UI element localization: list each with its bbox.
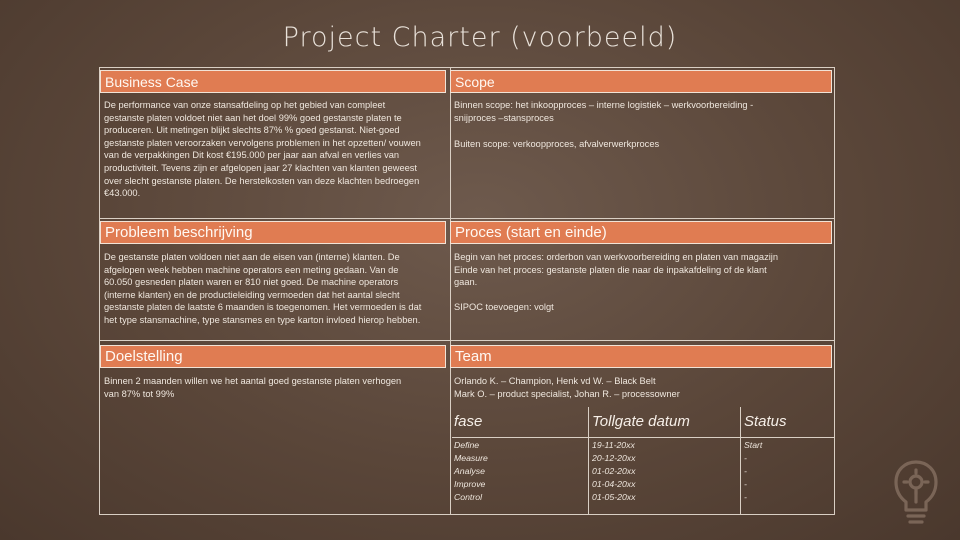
team-line: Orlando K. – Champion, Henk vd W. – Black Belt bbox=[454, 376, 656, 386]
fase-cell: Measure bbox=[454, 453, 488, 463]
business-case-line: productiviteit. Tevens zijn er afgelopen jaar 27 klachten van klanten geweest bbox=[104, 162, 418, 173]
doelstelling-line: Binnen 2 maanden willen we het aantal goed gestanste platen verhogen bbox=[104, 376, 402, 386]
row-divider bbox=[100, 340, 834, 341]
fase-cell: Define bbox=[454, 440, 480, 450]
business-case-line: produceren. Uit metingen blijkt slechts 87% % goed gestanst. Niet-goed bbox=[104, 125, 400, 136]
page-title: Project Charter (voorbeeld) bbox=[282, 22, 678, 53]
probleem-line: gestanste platen de laatste 6 maanden is toegenomen. Het vermoeden is dat bbox=[104, 302, 422, 313]
proces-line: Begin van het proces: orderbon van werkvoorbereiding en platen van magazijn bbox=[454, 252, 779, 262]
doelstelling-header: Doelstelling bbox=[100, 345, 446, 368]
business-case-line: €43.000. bbox=[104, 188, 141, 199]
charter-table bbox=[99, 67, 835, 515]
datum-cell: 01-02-20xx bbox=[592, 466, 636, 476]
probleem-text bbox=[104, 251, 449, 327]
fase-cell: Improve bbox=[454, 479, 486, 489]
scope-outside: Buiten scope: verkoopproces, afvalverwerkproces bbox=[454, 139, 660, 150]
scope-text bbox=[454, 99, 832, 151]
datum-column bbox=[592, 439, 732, 504]
business-case-line: van de verpakkingen Dit kost €195.000 per jaar aan afval en verlies van bbox=[104, 150, 400, 161]
status-cell: - bbox=[744, 479, 747, 489]
probleem-header: Probleem beschrijving bbox=[100, 221, 446, 244]
probleem-line: 60.050 gesneden platen waren er 810 niet goed. De machine operators bbox=[104, 277, 399, 288]
business-case-line: De performance van onze stansafdeling op het gebied van compleet bbox=[104, 100, 386, 110]
lightbulb-gear-icon bbox=[892, 458, 940, 528]
business-case-line: gestanste platen veroorzaken vervolgens problemen in het opzetten/ vouwen bbox=[104, 137, 421, 148]
team-text bbox=[454, 375, 832, 400]
doelstelling-line: van 87% tot 99% bbox=[104, 388, 175, 399]
table-divider bbox=[740, 407, 741, 514]
business-case-text bbox=[104, 99, 449, 200]
datum-cell: 19-11-20xx bbox=[592, 440, 635, 450]
sipoc-text: SIPOC toevoegen: volgt bbox=[454, 301, 554, 312]
scope-header: Scope bbox=[450, 70, 832, 93]
datum-cell: 01-05-20xx bbox=[592, 492, 636, 502]
probleem-line: het type stansmachine, type stansmes en type karton invloed hierop hebben. bbox=[104, 314, 421, 325]
proces-header: Proces (start en einde) bbox=[450, 221, 832, 244]
proces-text bbox=[454, 251, 832, 313]
probleem-line: De gestanste platen voldoen niet aan de eisen van (interne) klanten. De bbox=[104, 252, 400, 262]
status-cell: - bbox=[744, 466, 747, 476]
status-cell: Start bbox=[744, 440, 763, 450]
scope-line: Binnen scope: het inkoopproces – interne logistiek – werkvoorbereiding - bbox=[454, 100, 754, 110]
datum-cell: 20-12-20xx bbox=[592, 453, 636, 463]
doelstelling-text bbox=[104, 375, 449, 400]
status-cell: - bbox=[744, 492, 747, 502]
status-header: Status bbox=[744, 413, 787, 430]
table-divider bbox=[588, 407, 589, 514]
datum-cell: 01-04-20xx bbox=[592, 479, 636, 489]
business-case-line: over slecht gestanste platen. De herstelkosten van deze klachten bedroegen bbox=[104, 175, 420, 186]
team-header: Team bbox=[450, 345, 832, 368]
business-case-line: gestanste platen voldoet niet aan het doel 99% goed gestanste platen te bbox=[104, 112, 402, 123]
team-line: Mark O. – product specialist, Johan R. – processowner bbox=[454, 388, 680, 399]
fase-cell: Analyse bbox=[454, 466, 485, 476]
fase-cell: Control bbox=[454, 492, 483, 502]
business-case-header: Business Case bbox=[100, 70, 446, 93]
fase-column bbox=[454, 439, 584, 504]
tollgate-header: Tollgate datum bbox=[592, 413, 690, 430]
proces-line: gaan. bbox=[454, 277, 478, 288]
status-cell: - bbox=[744, 453, 747, 463]
proces-line: Einde van het proces: gestanste platen die naar de inpakafdeling of de klant bbox=[454, 264, 767, 275]
fase-header: fase bbox=[454, 413, 483, 430]
status-column bbox=[744, 439, 824, 504]
probleem-line: (interne klanten) en de productieleiding vermoeden dat het aantal slecht bbox=[104, 289, 400, 300]
row-divider bbox=[100, 218, 834, 219]
probleem-line: afgelopen week hebben machine operators een meting gedaan. Van de bbox=[104, 264, 399, 275]
scope-line: snijproces –stansproces bbox=[454, 112, 554, 123]
column-divider bbox=[450, 68, 451, 514]
